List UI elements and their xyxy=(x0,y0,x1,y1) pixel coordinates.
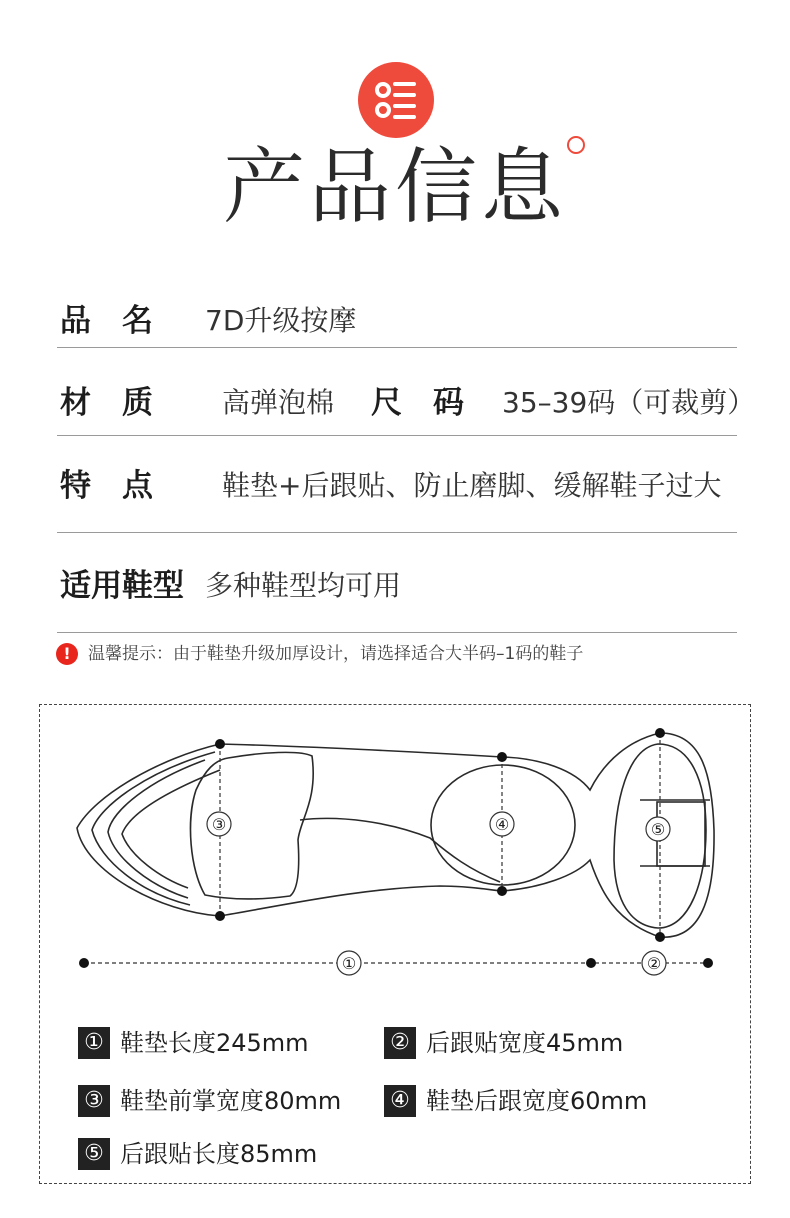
spec-badge: ① xyxy=(78,1027,110,1059)
spec-badge: ② xyxy=(384,1027,416,1059)
tip-text: 温馨提示：由于鞋垫升级加厚设计，请选择适合大半码–1码的鞋子 xyxy=(88,644,584,664)
spec-text: 鞋垫长度245mm xyxy=(120,1029,309,1057)
spec-item xyxy=(384,1025,623,1060)
warning-icon: ! xyxy=(56,643,78,665)
feature-label: 特 点 xyxy=(60,468,153,504)
marker-5: ⑤ xyxy=(650,820,666,839)
marker-4: ④ xyxy=(494,815,510,834)
material-label: 材 质 xyxy=(60,385,153,421)
size-value: 35–39码（可裁剪） xyxy=(502,386,756,419)
marker-1: ① xyxy=(341,954,357,973)
marker-2: ② xyxy=(646,954,662,973)
spec-text: 鞋垫前掌宽度80mm xyxy=(120,1087,342,1115)
spec-text: 后跟贴宽度45mm xyxy=(426,1029,624,1057)
spec-item xyxy=(78,1136,317,1171)
spec-text: 鞋垫后跟宽度60mm xyxy=(426,1087,648,1115)
name-label: 品 名 xyxy=(60,303,153,339)
spec-badge: ④ xyxy=(384,1085,416,1117)
spec-item xyxy=(78,1025,309,1060)
spec-badge: ⑤ xyxy=(78,1138,110,1170)
page-title: 产品信息 xyxy=(222,140,567,235)
spec-badge: ③ xyxy=(78,1085,110,1117)
shoe-type-label: 适用鞋型 xyxy=(60,568,184,604)
size-label: 尺 码 xyxy=(371,385,464,421)
spec-text: 后跟贴长度85mm xyxy=(120,1140,318,1168)
spec-item xyxy=(384,1083,647,1118)
marker-3: ③ xyxy=(211,815,227,834)
shoe-type-value: 多种鞋型均可用 xyxy=(205,569,402,602)
spec-item xyxy=(78,1083,341,1118)
feature-value: 鞋垫+后跟贴、防止磨脚、缓解鞋子过大 xyxy=(222,469,722,502)
name-value: 7D升级按摩 xyxy=(205,304,357,337)
material-value: 高弹泡棉 xyxy=(222,386,335,419)
